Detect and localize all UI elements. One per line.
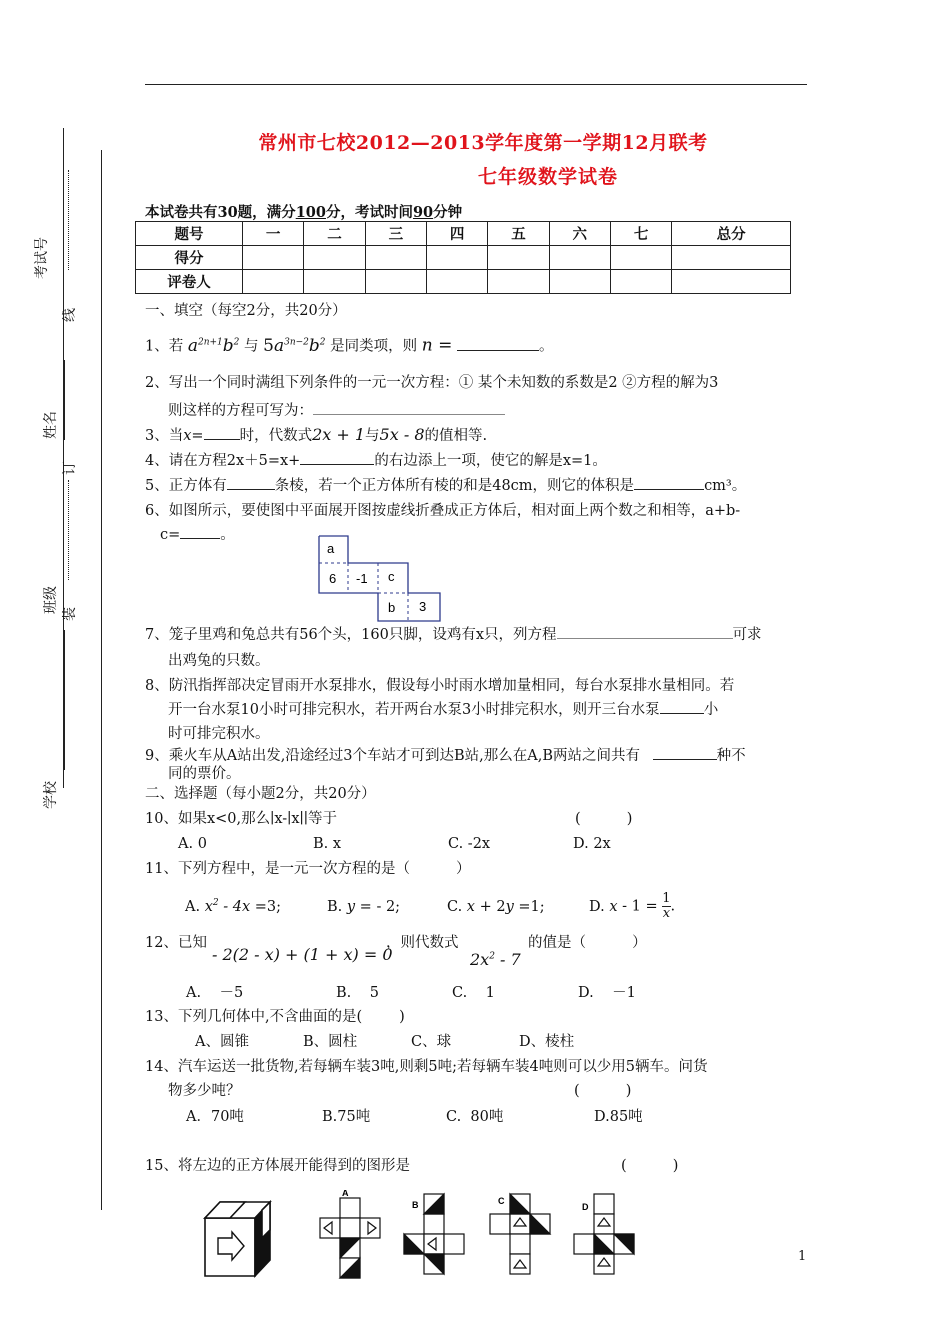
table-cell: 四 [426,222,487,246]
table-cell: 五 [488,222,549,246]
question-14-cont: 物多少吨？ ( ) [168,1080,241,1102]
question-11-options [185,892,675,921]
question-2-cont: 则这样的方程可写为： [168,400,505,422]
table-cell: 题号 [136,222,243,246]
option-c[interactable]: C、球 [411,1034,452,1050]
answer-blank[interactable] [300,450,374,465]
name-label: 姓名 [43,411,59,439]
cube-3d-icon [205,1202,270,1276]
option-b[interactable]: B. 5 [336,985,379,1001]
score-input-cell[interactable] [672,246,791,270]
score-input-cell[interactable] [243,246,304,270]
exam-title: 常州市七校2012—2013学年度第一学期12月联考 [258,132,708,154]
table-row [136,270,791,294]
page-number: 1 [798,1249,807,1264]
table-cell: 评卷人 [136,270,243,294]
option-d[interactable]: D.85吨 [594,1109,643,1125]
option-d[interactable]: D、棱柱 [519,1034,575,1050]
answer-blank[interactable] [457,336,539,351]
option-b[interactable]: B. y = - 2; [327,898,401,915]
cube-net-figure [318,535,442,623]
exam-intro: 本试卷共有30题，满分100分，考试时间90分钟 [145,204,463,221]
question-1: 1、若 $a^{2n+1}b^2$ 与 $5a^{3n-2}b^2$ 是同类项，则 n = 。 [145,335,554,356]
option-label: C [498,1196,505,1206]
question-14: 14、汽车运送一批货物,若每辆车装3吨,则剩5吨;若每辆车装4吨则可以少用5辆车。问货 [145,1059,708,1075]
answer-blank[interactable] [180,524,220,539]
grader-input-cell[interactable] [610,270,671,294]
question-5: 5、正方体有 条棱，若一个正方体所有棱的和是48cm，则它的体积是 cm³。 [145,475,746,497]
question-9-cont: 同的票价。 [168,766,241,782]
binding-line-inner [101,150,102,1210]
option-d[interactable]: D. －1 [578,985,636,1001]
question-13-options [195,1031,574,1053]
option-b[interactable]: B.75吨 [322,1109,371,1125]
question-10-options [178,833,611,855]
score-input-cell[interactable] [488,246,549,270]
score-input-cell[interactable] [549,246,610,270]
question-15: 15、将左边的正方体展开能得到的图形是 ( ) [145,1155,410,1177]
score-input-cell[interactable] [304,246,365,270]
answer-blank[interactable] [313,400,505,415]
question-14-options [186,1106,643,1128]
table-cell: 二 [304,222,365,246]
grader-input-cell[interactable] [365,270,426,294]
option-b[interactable]: B. x [313,836,342,852]
class-blank [64,630,65,770]
answer-paren[interactable]: ( ) [575,811,633,827]
section2-heading: 二、选择题（每小题2分，共20分） [145,786,376,802]
question-12-mid: ，则代数式 [386,935,459,951]
net-label: 3 [419,599,427,614]
table-cell: 七 [610,222,671,246]
answer-blank[interactable] [660,699,704,714]
question-9: 9、乘火车从A站出发,沿途经过3个车站才可到达B站,那么在A,B两站之间共有 种不 [145,745,746,767]
question-6-cont: c= 。 [160,524,235,546]
option-a[interactable]: A、圆锥 [195,1034,249,1050]
grader-input-cell[interactable] [426,270,487,294]
option-net-c [490,1194,550,1274]
option-a[interactable]: A. 0 [178,836,207,852]
exam-subtitle: 七年级数学试卷 [478,166,619,188]
table-cell: 三 [365,222,426,246]
binding-char-zhuang: 装 [62,607,78,621]
grader-input-cell[interactable] [672,270,791,294]
grader-input-cell[interactable] [488,270,549,294]
score-table [135,221,791,294]
answer-blank[interactable] [653,745,717,760]
top-rule [145,84,807,85]
option-c[interactable]: C. 1 [452,985,495,1001]
section1-heading: 一、填空（每空2分，共20分） [145,303,347,319]
question-11: 11、下列方程中，是一元一次方程的是（ ） [145,861,471,877]
net-label: c [388,569,395,584]
question-12: 12、已知 [145,935,207,951]
score-input-cell[interactable] [365,246,426,270]
score-input-cell[interactable] [426,246,487,270]
question-13: 13、下列几何体中,不含曲面的是( ) [145,1009,405,1025]
net-label: a [327,541,335,556]
answer-blank[interactable] [204,425,240,440]
exam-no-label: 考试号 [34,237,50,279]
question-12-end: 的值是（ ） [528,935,647,951]
answer-paren[interactable]: ( ) [621,1158,679,1174]
answer-paren[interactable]: ( ) [574,1083,632,1099]
table-cell: 得分 [136,246,243,270]
score-input-cell[interactable] [610,246,671,270]
grader-input-cell[interactable] [243,270,304,294]
question-3: 3、当x= 时，代数式2x + 1与5x - 8的值相等. [145,425,488,444]
question-7-cont: 出鸡兔的只数。 [168,653,270,669]
table-row [136,222,791,246]
option-label: A [342,1190,349,1198]
answer-blank[interactable] [557,624,733,639]
question-7: 7、笼子里鸡和兔总共有56个头，160只脚，设鸡有x只，列方程 可求 [145,624,762,646]
school-label: 学校 [43,781,59,809]
question-10: 10、如果x<0,那么∣x-∣x∣∣等于 ( ) [145,808,337,830]
option-a[interactable]: A. －5 [186,985,244,1001]
ding-dots [68,480,69,580]
binding-char-ding: 订 [62,461,78,475]
table-cell: 总分 [672,222,791,246]
answer-blank[interactable] [634,475,704,490]
net-label: 6 [329,571,337,586]
option-c[interactable]: C. x + 2y =1; [447,898,545,915]
question-6: 6、如图所示，要使图中平面展开图按虚线折叠成正方体后，相对面上两个数之和相等，a+b- [145,503,741,519]
grader-input-cell[interactable] [304,270,365,294]
answer-blank[interactable] [227,475,275,490]
option-d[interactable]: D. 2x [573,836,611,852]
option-net-a [320,1198,380,1278]
class-label: 班级 [43,586,59,614]
table-cell: 六 [549,222,610,246]
question-12-options [186,982,636,1004]
net-label: b [388,600,396,615]
question-12-expr2: $2x^2 - 7$ [470,950,521,970]
option-c[interactable]: C. 80吨 [446,1109,504,1125]
question-4: 4、请在方程2x＋5=x+ 的右边添上一项，使它的解是x=1。 [145,450,607,472]
question-8: 8、防汛指挥部决定冒雨开水泵排水，假设每小时雨水增加量相同，每台水泵排水量相同。若 [145,678,735,694]
question-8-cont: 开一台水泵10小时可排完积水，若开两台水泵3小时排完积水，则开三台水泵 小 [168,699,718,721]
table-row [136,246,791,270]
option-d[interactable]: D. x - 1 = $\frac{1}{x}$ . [589,891,676,922]
option-label: D [582,1202,589,1212]
net-label: -1 [356,571,368,586]
question-12-expr: - 2(2 - x) + (1 + x) = 0 [212,945,393,964]
grader-input-cell[interactable] [549,270,610,294]
option-b[interactable]: B、圆柱 [303,1034,358,1050]
question-8-cont2: 时可排完积水。 [168,726,270,742]
table-cell: 一 [243,222,304,246]
option-label: B [412,1200,419,1210]
binding-char-line: 线 [62,308,78,322]
option-a[interactable]: A．70吨 [186,1109,244,1125]
option-a[interactable]: A. $x^2 - 4x =3$; [185,898,282,915]
name-blank [64,360,65,440]
question-2: 2、写出一个同时满组下列条件的一元一次方程：① 某个未知数的系数是2 ②方程的解为3 [145,375,719,391]
cube-unfold-figure [200,1190,760,1290]
option-c[interactable]: C. -2x [448,836,491,852]
exam-no-dots [68,170,69,270]
